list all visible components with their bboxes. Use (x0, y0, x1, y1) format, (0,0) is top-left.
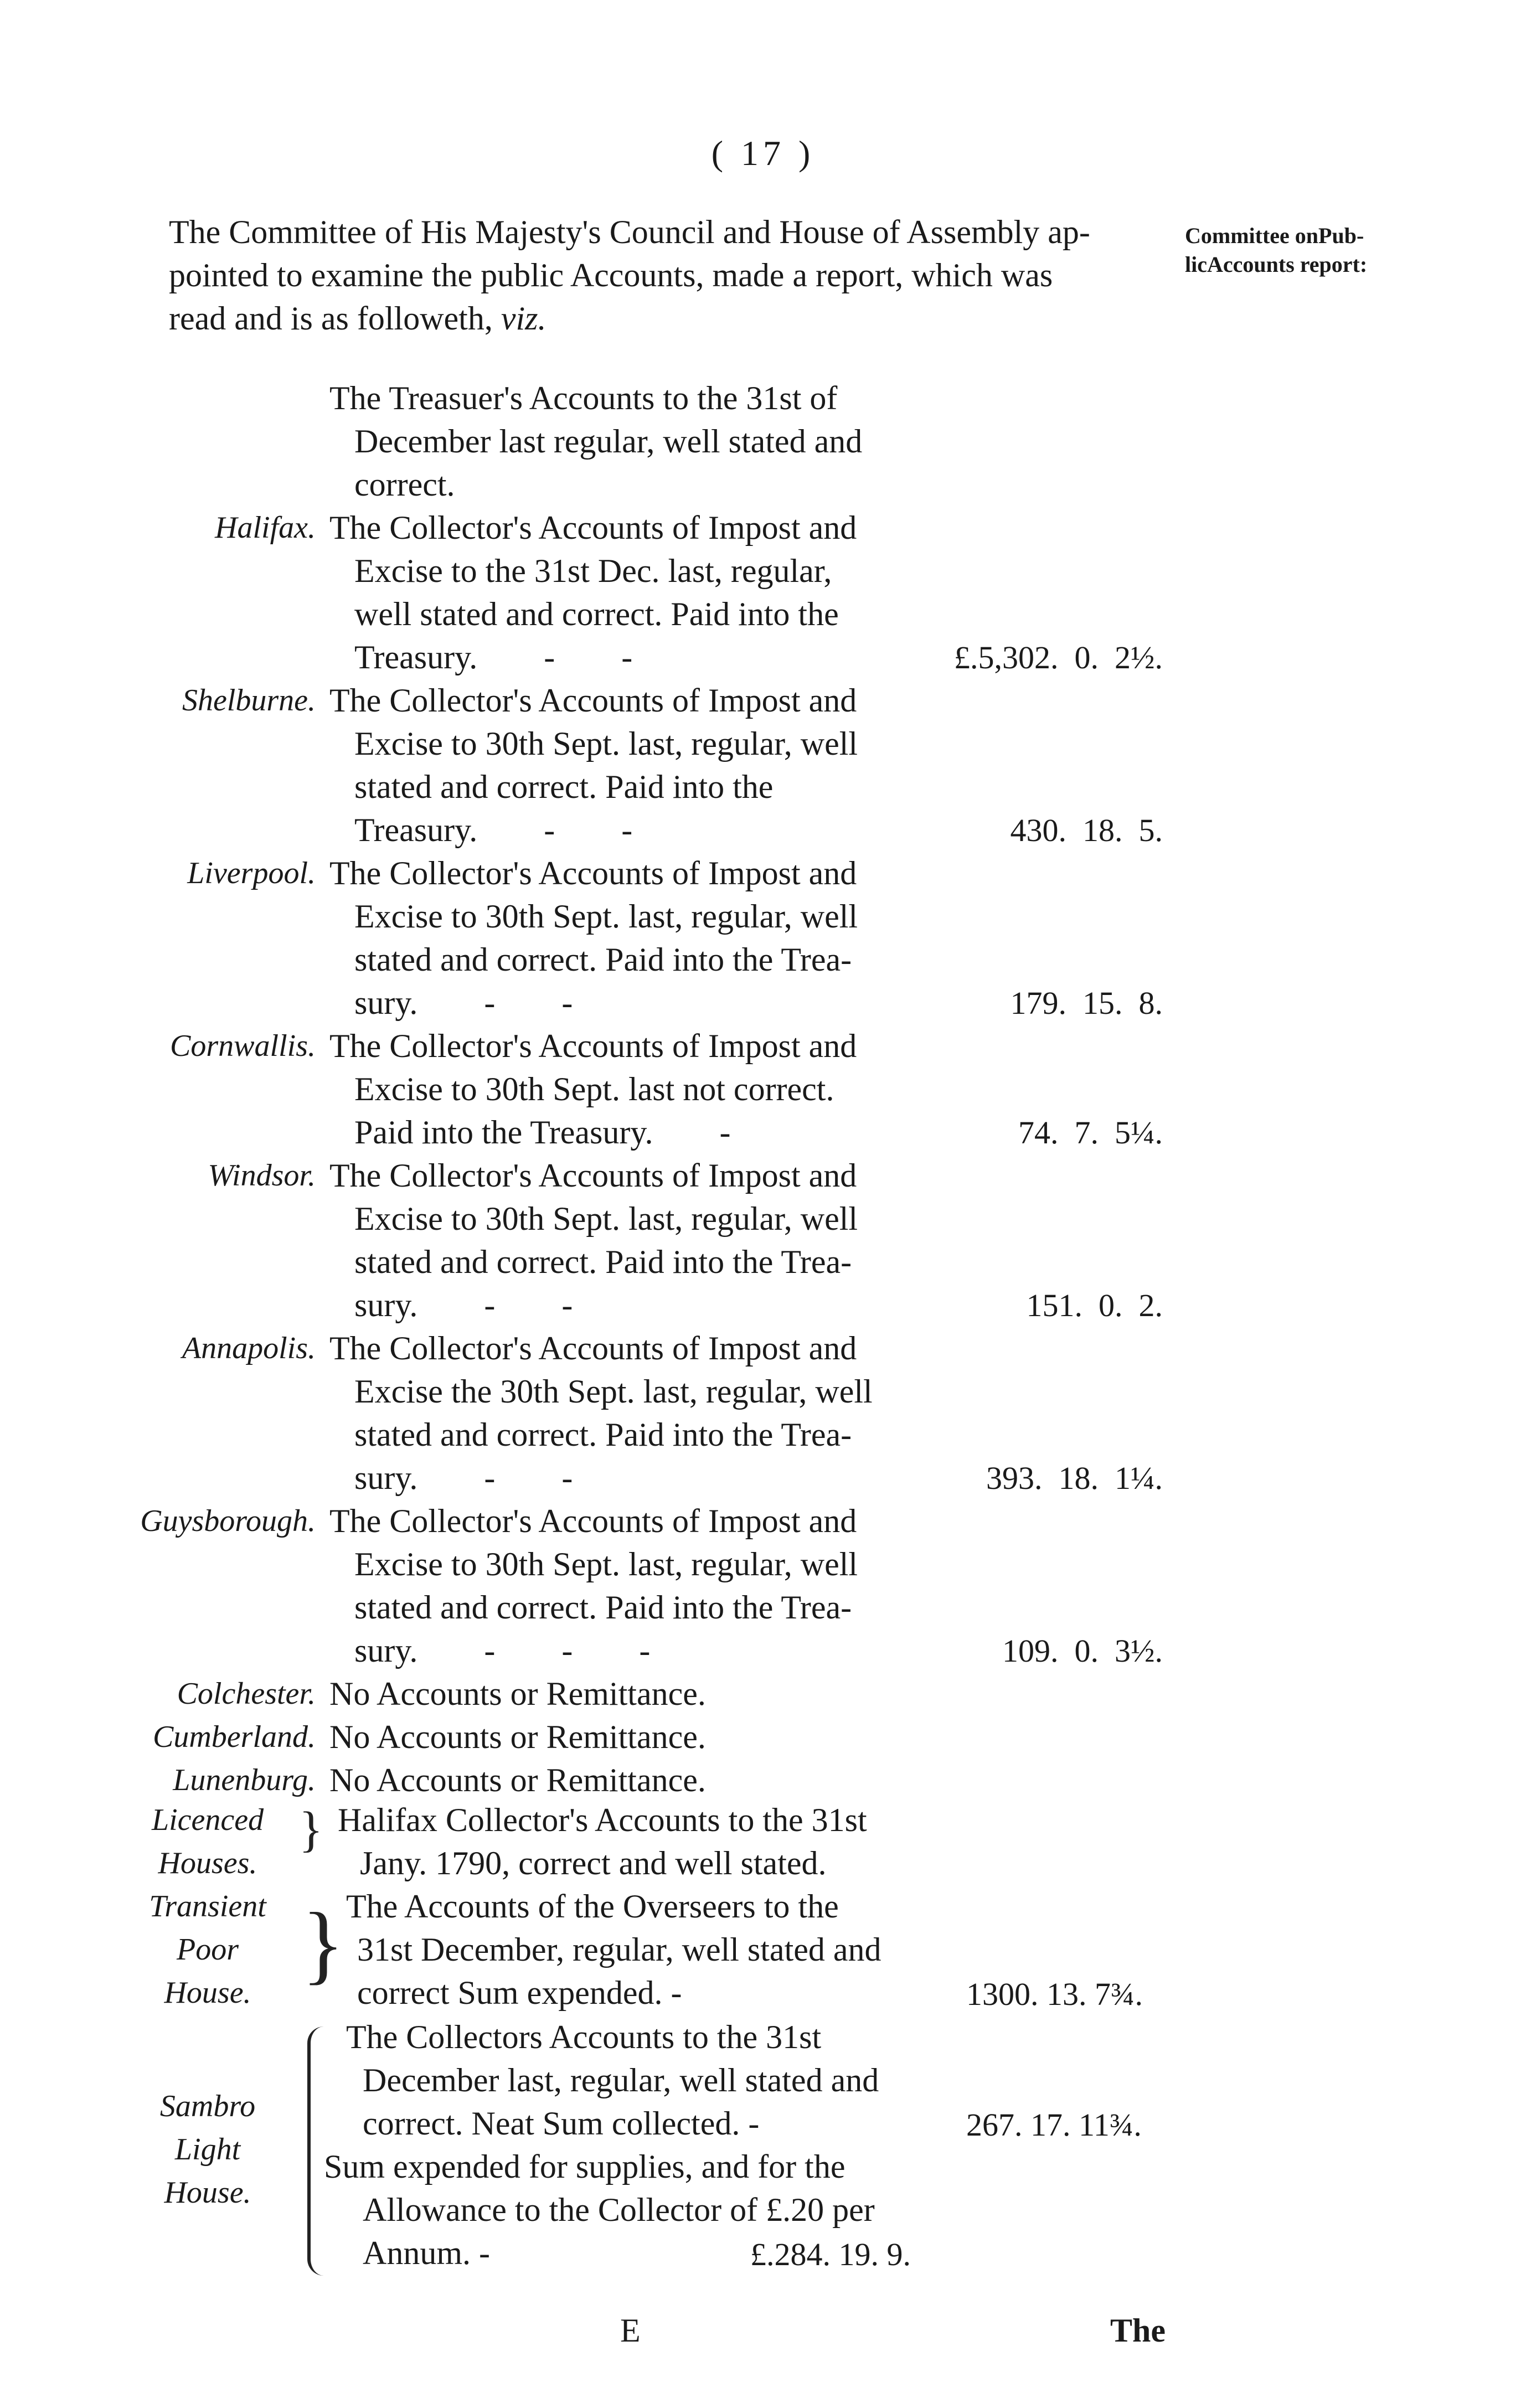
entry-line: stated and correct. Paid into the (354, 769, 774, 805)
entry-line: Excise to 30th Sept. last, regular, well (354, 898, 858, 935)
entry-amount: 430. 18. 5. (1010, 812, 1163, 848)
entry-line: The Collector's Accounts of Impost and (329, 855, 857, 891)
sambro-line-2: December last, regular, well stated and (363, 2062, 879, 2098)
entry-amount: 151. 0. 2. (1026, 1287, 1163, 1323)
sambro-line-1: The Collectors Accounts to the 31st (346, 2019, 822, 2055)
licenced-line-2: Jany. 1790, correct and well stated. (360, 1845, 827, 1881)
catchword: The (1110, 2312, 1166, 2349)
margin-note-line-2: licAccounts report: (1185, 252, 1368, 277)
entry-line: No Accounts or Remittance. (329, 1719, 706, 1755)
entry-line: stated and correct. Paid into the Trea- (354, 1589, 852, 1626)
place-name: Lunenburg. (173, 1763, 316, 1797)
sambro-line-6: Annum. - (363, 2235, 490, 2271)
entry-line: stated and correct. Paid into the Trea- (354, 1244, 852, 1280)
place-name: Cornwallis. (170, 1029, 316, 1063)
entry-line: Excise to the 31st Dec. last, regular, (354, 553, 832, 589)
place-name: Guysborough. (140, 1504, 316, 1538)
entry-line: well stated and correct. Paid into the (354, 596, 839, 632)
place-name: Windsor. (208, 1158, 316, 1193)
intro-line-3 (169, 297, 1160, 340)
entry-line: The Collector's Accounts of Impost and (329, 1028, 857, 1064)
intro-paragraph (169, 210, 1160, 340)
entry-line: correct. (354, 466, 455, 503)
entry-line: Excise the 30th Sept. last, regular, well (354, 1373, 873, 1410)
sambro-line-5: Allowance to the Collector of £.20 per (363, 2192, 875, 2228)
transient-line-1: The Accounts of the Overseers to the (346, 1888, 839, 1925)
intro-viz: viz. (501, 300, 547, 337)
entry-line: Paid into the Treasury. - (354, 1114, 731, 1151)
entry-line: Excise to 30th Sept. last, regular, well (354, 725, 858, 762)
entry-line: No Accounts or Remittance. (329, 1675, 706, 1712)
entry-line: The Collector's Accounts of Impost and (329, 1330, 857, 1367)
entry-line: sury. - - (354, 1460, 573, 1496)
entry-amount: 179. 15. 8. (1010, 985, 1163, 1021)
signature-mark: E (620, 2312, 641, 2349)
entry-line: sury. - - - (354, 1632, 651, 1669)
place-name: Halifax. (215, 511, 316, 545)
entry-line: Excise to 30th Sept. last, regular, well (354, 1546, 858, 1582)
entry-line: Treasury. - - (354, 812, 633, 848)
entry-line: No Accounts or Remittance. (329, 1762, 706, 1798)
place-name: Shelburne. (182, 683, 316, 718)
place-light: Light (174, 2132, 241, 2167)
place-transient: Transient (149, 1889, 266, 1924)
entry-amount: 109. 0. 3½. (1002, 1633, 1163, 1669)
entry-line: stated and correct. Paid into the Trea- (354, 941, 852, 978)
entry-amount: 393. 18. 1¼. (986, 1460, 1163, 1496)
intro-line-3-text: read and is as followeth, (169, 300, 493, 337)
entry-amount: 74. 7. 5¼. (1018, 1115, 1163, 1151)
entry-amount: £.5,302. 0. 2½. (954, 640, 1163, 676)
entry-line: sury. - - (354, 1287, 573, 1323)
entry-line: sury. - - (354, 984, 573, 1021)
intro-line-1: The Committee of His Majesty's Council and House of Assembly ap- (169, 214, 1090, 250)
sambro-line-4: Sum expended for supplies, and for the (324, 2148, 846, 2185)
transient-amount: 1300. 13. 7¾. (966, 1976, 1143, 2012)
entry-line: stated and correct. Paid into the Trea- (354, 1416, 852, 1453)
place-house-2: House. (164, 2175, 251, 2210)
place-name: Cumberland. (153, 1720, 316, 1754)
entry-line: The Collector's Accounts of Impost and (329, 1157, 857, 1194)
entry-line: The Collector's Accounts of Impost and (329, 1503, 857, 1539)
entry-line: Excise to 30th Sept. last not correct. (354, 1071, 834, 1107)
place-poor: Poor (177, 1932, 239, 1967)
entry-line: Treasury. - - (354, 639, 633, 676)
margin-note (1185, 221, 1451, 279)
sambro-line-3: correct. Neat Sum collected. - (363, 2105, 760, 2142)
transient-line-2: 31st December, regular, well stated and (357, 1931, 881, 1968)
entry-line: The Collector's Accounts of Impost and (329, 509, 857, 546)
place-name: Annapolis. (182, 1331, 316, 1365)
place-house: House. (164, 1976, 251, 2010)
margin-note-line-1: Committee onPub- (1185, 223, 1364, 248)
place-name: Colchester. (177, 1677, 316, 1711)
page-number: ( 17 ) (711, 133, 815, 173)
place-sambro: Sambro (159, 2089, 256, 2123)
entry-line: December last regular, well stated and (354, 423, 863, 460)
sambro-inner-amount: £.284. 19. 9. (750, 2236, 911, 2272)
brace-transient: } (302, 1894, 344, 1993)
transient-line-3: correct Sum expended. - (357, 1974, 682, 2011)
intro-line-2: pointed to examine the public Accounts, made a report, which was (169, 257, 1053, 293)
place-name: Liverpool. (187, 856, 316, 890)
entry-line: Excise to 30th Sept. last, regular, well (354, 1200, 858, 1237)
brace-licenced: } (299, 1802, 323, 1857)
entry-line: The Treasuer's Accounts to the 31st of (329, 380, 838, 416)
entry-line: The Collector's Accounts of Impost and (329, 682, 857, 719)
place-licenced: Licenced (151, 1803, 264, 1837)
sambro-amount: 267. 17. 11¾. (966, 2107, 1142, 2143)
licenced-line-1: Halifax Collector's Accounts to the 31st (338, 1802, 867, 1838)
place-houses: Houses. (158, 1846, 257, 1880)
